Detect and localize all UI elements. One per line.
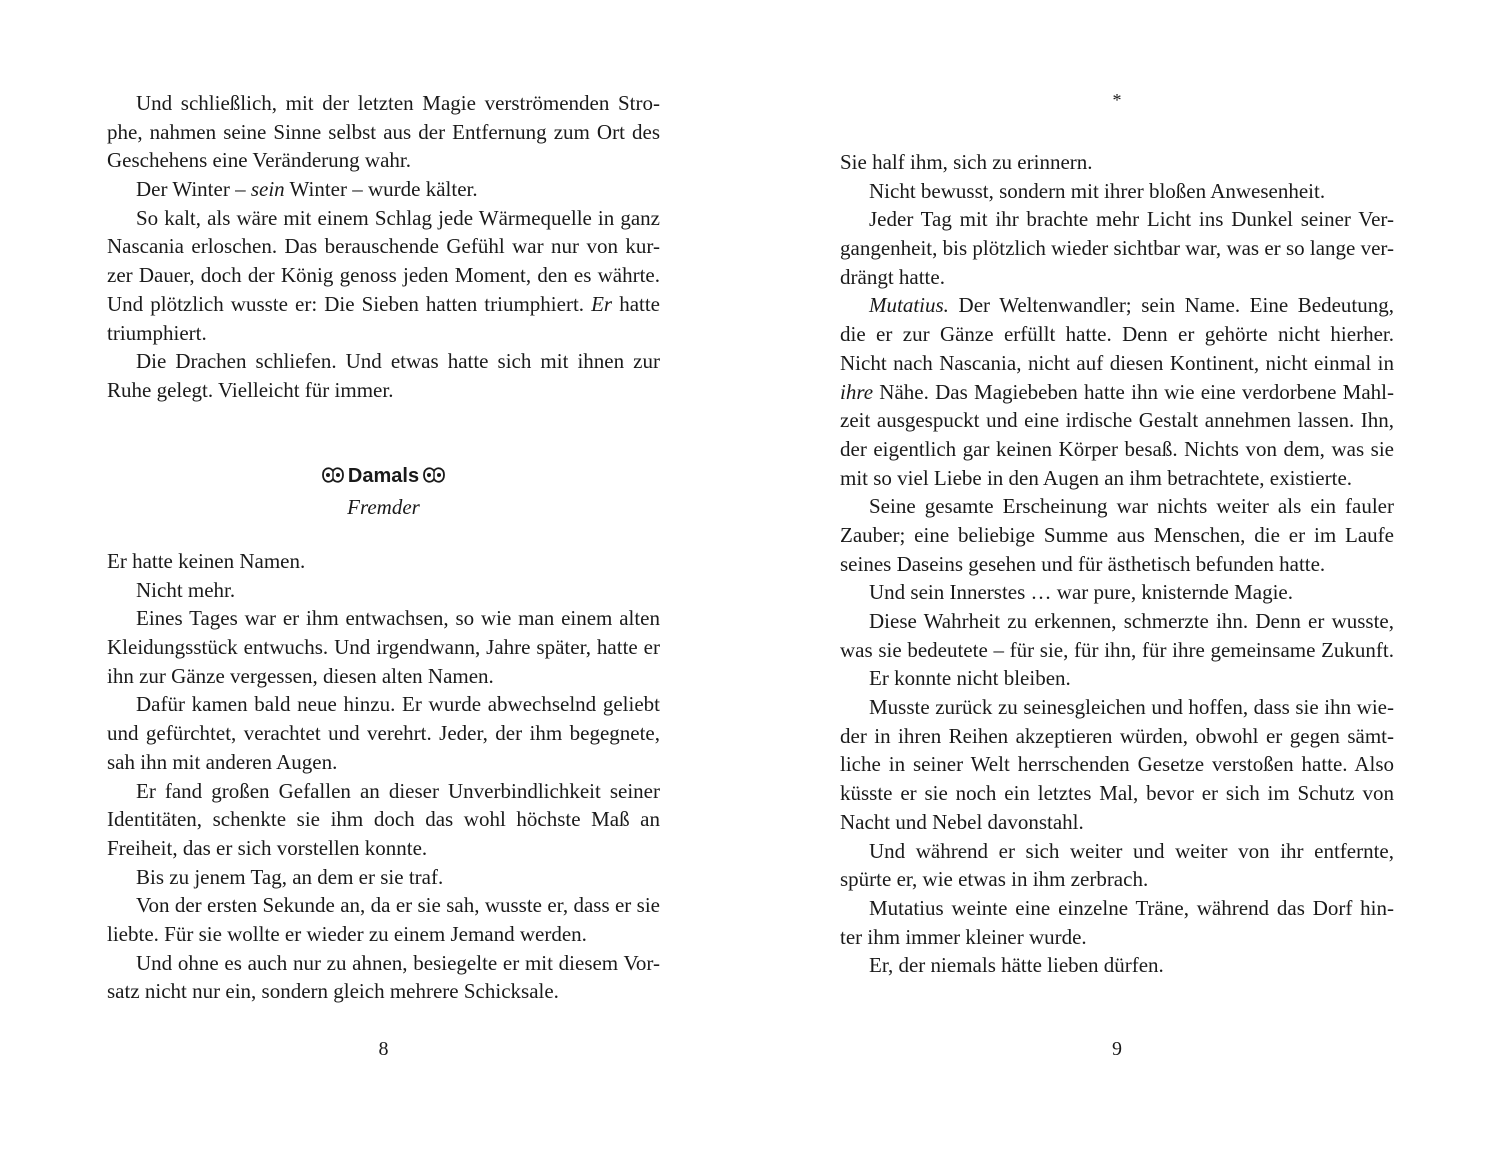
text-segment: Nicht bewusst, sondern mit ihrer bloßen Anwesenheit.: [869, 178, 1326, 203]
chapter-title: Damals: [347, 465, 420, 487]
text-line: [840, 521, 1394, 550]
text-segment: Nascania erloschen. Das berauschende Gefühl war nur von kur-: [107, 234, 660, 259]
text-segment: zer Dauer, doch der König genoss jeden Moment, den es währte.: [107, 263, 660, 288]
text-line: [107, 604, 660, 633]
ornament-left-icon: [321, 464, 345, 486]
text-segment: Er konnte nicht bleiben.: [869, 666, 1071, 691]
text-segment: So kalt, als wäre mit einem Schlag jede Wärmequelle in ganz: [136, 205, 660, 230]
text-line: [107, 863, 660, 892]
text-segment: ter ihm immer kleiner wurde.: [840, 924, 1087, 949]
text-segment: Er fand großen Gefallen an dieser Unverbindlichkeit seiner: [136, 778, 660, 803]
text-segment: Er hatte keinen Namen.: [107, 549, 306, 573]
text-line: [840, 865, 1394, 894]
text-segment: Dafür kamen bald neue hinzu. Er wurde abwechselnd geliebt: [136, 692, 660, 717]
chapter-subtitle: Fremder: [347, 495, 420, 519]
text-segment: Diese Wahrheit zu erkennen, schmerzte ihn. Denn er wusste,: [869, 609, 1394, 633]
text-segment: Er, der niemals hätte lieben dürfen.: [869, 953, 1164, 978]
text-line: [840, 205, 1394, 234]
text-line: [840, 951, 1394, 980]
italic-text: Er: [591, 291, 613, 316]
text-segment: Jeder Tag mit ihr brachte mehr Licht ins Dunkel seiner Ver-: [869, 207, 1394, 232]
text-segment: gangenheit, bis plötzlich wieder sichtbar war, was er so lange ver-: [840, 236, 1394, 261]
text-line: [107, 232, 660, 261]
text-line: [107, 977, 660, 1006]
text-segment: Nacht und Nebel davonstahl.: [840, 809, 1084, 834]
text-line: [107, 891, 660, 920]
text-line: [840, 406, 1394, 435]
text-line: [107, 175, 660, 204]
text-line: [107, 949, 660, 978]
text-segment: ihn zur Gänze vergessen, diesen alten Namen.: [107, 663, 494, 688]
text-segment: Und ohne es auch nur zu ahnen, besiegelte er mit diesem Vor-: [136, 950, 660, 975]
text-line: [107, 290, 660, 319]
text-line: [107, 261, 660, 290]
ornament-right-icon: [422, 464, 446, 486]
text-line: [840, 464, 1394, 493]
text-segment: Und während er sich weiter und weiter von ihr entfernte,: [869, 838, 1394, 863]
text-segment: Die Drachen schliefen. Und etwas hatte sich mit ihnen zur: [136, 349, 660, 374]
text-line: [840, 349, 1394, 378]
text-line: [107, 748, 660, 777]
text-line: [840, 607, 1394, 636]
chapter-heading: [107, 462, 660, 522]
text-line: [107, 920, 660, 949]
text-line: [107, 204, 660, 233]
text-segment: Und plötzlich wusste er: Die Sieben hatten triumphiert.: [107, 291, 592, 316]
text-line: [107, 347, 660, 376]
text-segment: Der Winter –: [136, 177, 251, 202]
text-line: [840, 923, 1394, 952]
right-page: [840, 0, 1394, 1153]
text-line: [107, 576, 660, 605]
text-line: [107, 834, 660, 863]
text-line: [840, 693, 1394, 722]
text-segment: Nähe. Das Magiebeben hatte ihn wie eine verdorbene Mahl-: [873, 379, 1394, 404]
text-line: [107, 690, 660, 719]
text-segment: Kleidungsstück entwuchs. Und irgendwann, Jahre später, hatte er: [107, 635, 660, 660]
text-line: [840, 664, 1394, 693]
text-line: [840, 492, 1394, 521]
text-line: [840, 750, 1394, 779]
text-segment: Geschehens eine Veränderung wahr.: [107, 148, 411, 173]
text-line: [840, 291, 1394, 320]
left-bottom-text: [107, 547, 660, 1006]
text-segment: der in ihren Reihen akzeptieren würden, obwohl er gegen sämt-: [840, 723, 1394, 748]
text-segment: der eigentlich gar keinen Körper besaß. Nichts von dem, was sie: [840, 436, 1394, 461]
text-segment: Musste zurück zu seinesgleichen und hoffen, dass sie ihn wie-: [869, 695, 1394, 720]
text-segment: und gefürchtet, verachtet und verehrt. Jeder, der ihm begegnete,: [107, 721, 660, 746]
text-line: [107, 633, 660, 662]
text-segment: Sie half ihm, sich zu erinnern.: [840, 150, 1093, 174]
text-line: [840, 837, 1394, 866]
text-line: [107, 719, 660, 748]
text-segment: was sie bedeutete – für sie, für ihn, für ihre gemeinsame Zukunft.: [840, 637, 1394, 662]
text-line: [107, 547, 660, 576]
text-line: [840, 779, 1394, 808]
text-segment: Zauber; eine beliebige Summe aus Menschen, die er im Laufe: [840, 522, 1394, 547]
left-page: [107, 0, 660, 1153]
text-segment: Eines Tages war er ihm entwachsen, so wie man einem alten: [136, 606, 660, 631]
text-line: [107, 805, 660, 834]
text-segment: küsste er sie noch ein letztes Mal, bevor er sich im Schutz von: [840, 781, 1394, 806]
text-line: [840, 177, 1394, 206]
text-line: [840, 263, 1394, 292]
text-line: [840, 550, 1394, 579]
text-segment: drängt hatte.: [840, 264, 945, 289]
text-segment: Freiheit, das er sich vorstellen konnte.: [107, 835, 428, 860]
text-segment: mit so viel Liebe in den Augen an ihm betrachtete, existierte.: [840, 465, 1353, 490]
text-segment: liche in seiner Welt herrschenden Gesetze verstoßen hatte. Also: [840, 752, 1394, 777]
text-line: [840, 722, 1394, 751]
text-segment: Seine gesamte Erscheinung war nichts weiter als ein fauler: [869, 494, 1394, 519]
text-segment: Identitäten, schenkte sie ihm doch das wohl höchste Maß an: [107, 807, 660, 832]
text-segment: Nicht nach Nascania, nicht auf diesen Kontinent, nicht einmal in: [840, 350, 1394, 375]
text-segment: phe, nahmen seine Sinne selbst aus der Entfernung zum Ort des: [107, 119, 660, 144]
text-line: [107, 118, 660, 147]
text-segment: Und schließlich, mit der letzten Magie verströmenden Stro-: [136, 91, 660, 115]
text-segment: die er zur Gänze erfüllt hatte. Denn er gehörte nicht hierher.: [840, 322, 1394, 347]
text-segment: Von der ersten Sekunde an, da er sie sah, wusste er, dass er sie: [136, 893, 660, 918]
page-number-left: 8: [378, 1038, 389, 1060]
text-segment: Bis zu jenem Tag, an dem er sie traf.: [136, 864, 444, 889]
text-segment: Ruhe gelegt. Vielleicht für immer.: [107, 377, 394, 402]
text-segment: sah ihn mit anderen Augen.: [107, 749, 338, 774]
text-line: [840, 808, 1394, 837]
text-line: [840, 578, 1394, 607]
text-line: [107, 146, 660, 175]
page-number-right: 9: [1112, 1038, 1122, 1060]
text-line: [107, 89, 660, 118]
text-segment: zeit ausgespuckt und eine irdische Gestalt annehmen lassen. Ihn,: [840, 408, 1394, 433]
text-segment: triumphiert.: [107, 320, 207, 345]
italic-text: ihre: [840, 379, 874, 404]
italic-text: sein: [250, 177, 285, 202]
text-line: [840, 435, 1394, 464]
text-segment: hatte: [612, 291, 660, 316]
text-line: [840, 148, 1394, 177]
text-line: [107, 319, 660, 348]
left-top-text: [107, 89, 660, 405]
text-segment: Der Weltenwandler; sein Name. Eine Bedeutung,: [948, 293, 1394, 318]
text-line: [840, 378, 1394, 407]
text-segment: Nicht mehr.: [136, 577, 236, 602]
text-line: [840, 320, 1394, 349]
text-segment: spürte er, wie etwas in ihm zerbrach.: [840, 867, 1149, 892]
text-line: [107, 376, 660, 405]
text-line: [107, 662, 660, 691]
text-segment: Mutatius weinte eine einzelne Träne, während das Dorf hin-: [869, 895, 1394, 920]
text-line: [107, 777, 660, 806]
section-break-asterisk: *: [1112, 90, 1122, 110]
text-segment: satz nicht nur ein, sondern gleich mehrere Schicksale.: [107, 979, 559, 1004]
text-line: [840, 894, 1394, 923]
text-segment: liebte. Für sie wollte er wieder zu einem Jemand werden.: [107, 921, 587, 946]
italic-text: Mutatius.: [869, 293, 949, 318]
text-segment: seines Daseins gesehen und für ästhetisch befunden hatte.: [840, 551, 1326, 576]
text-segment: Und sein Innerstes … war pure, knisternde Magie.: [869, 580, 1293, 605]
text-line: [840, 234, 1394, 263]
text-line: [840, 636, 1394, 665]
right-text: [840, 148, 1394, 980]
text-segment: Winter – wurde kälter.: [284, 177, 478, 202]
